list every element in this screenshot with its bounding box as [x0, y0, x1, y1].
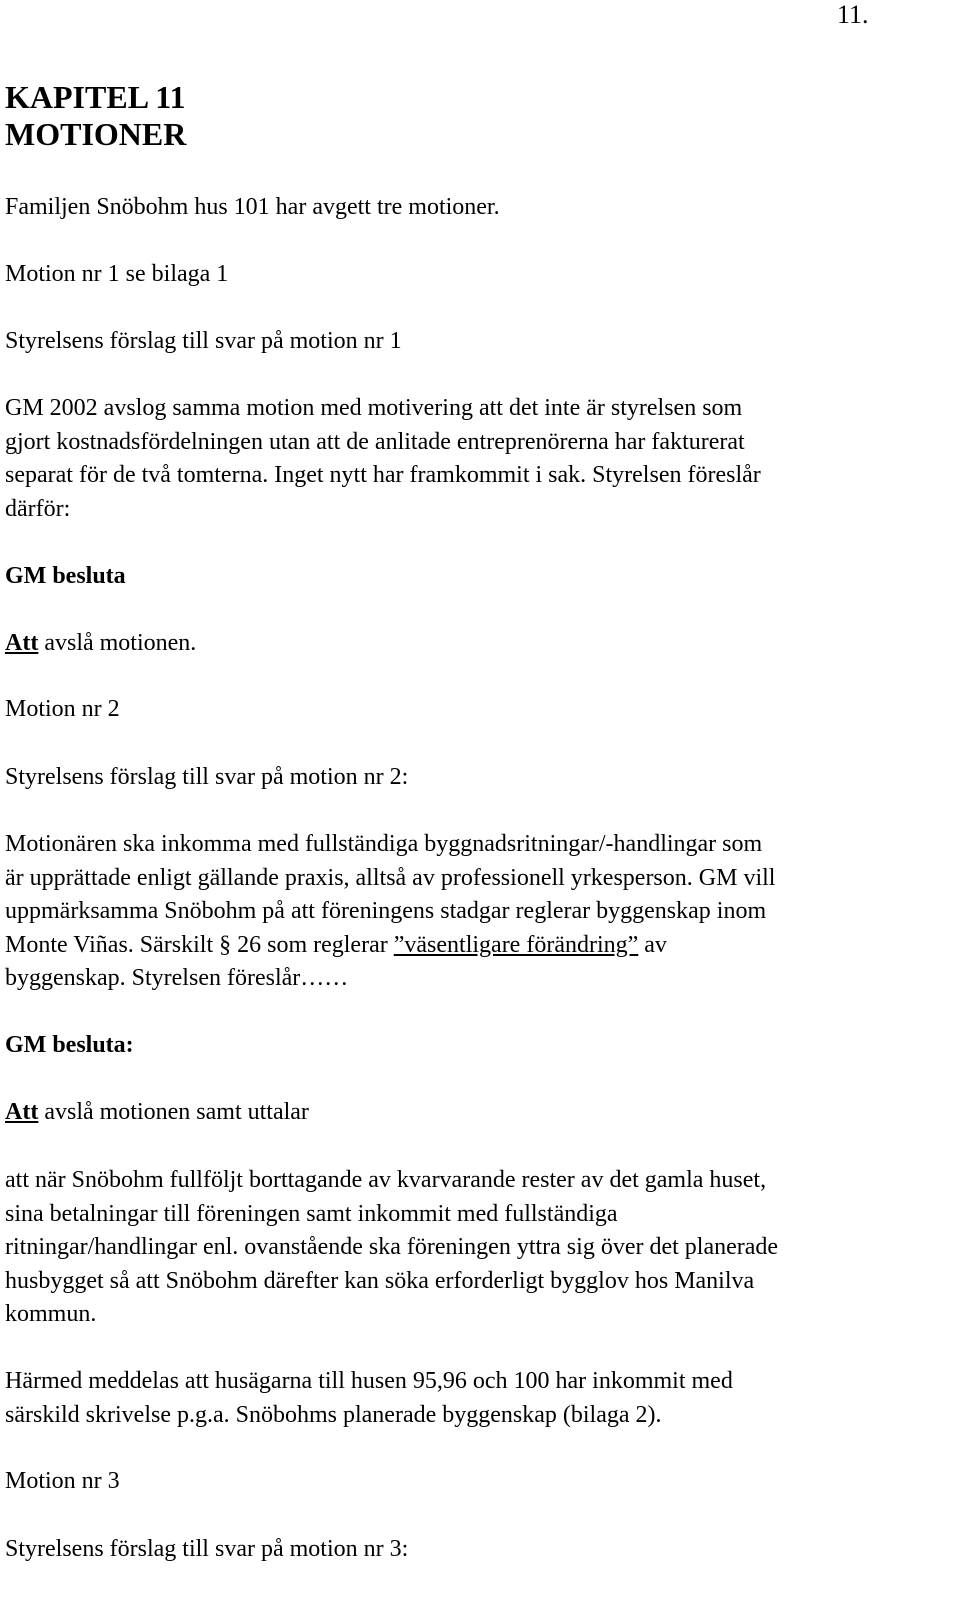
text-line: GM 2002 avslog samma motion med motivering att det inte är styrelsen som	[5, 395, 743, 421]
decision-text: avslå motionen samt uttalar	[38, 1099, 309, 1125]
motion2-decision	[5, 1096, 309, 1130]
text-line: därför:	[5, 495, 71, 522]
motion2-title: Motion nr 2	[5, 696, 120, 722]
text-line	[5, 929, 950, 963]
decision-att: Att	[5, 630, 39, 656]
text-line: husbygget så att Snöbohm därefter kan söka erforderligt bygglov hos Manilva	[5, 1267, 755, 1294]
page-number: 11.	[837, 0, 869, 29]
chapter-heading	[5, 79, 186, 153]
underlined-quote: ”väsentligare förändring”	[393, 931, 639, 958]
motion1-board-heading: Styrelsens förslag till svar på motion nr 1	[5, 328, 402, 354]
text-line: kommun.	[5, 1301, 97, 1327]
text-line: uppmärksamma Snöbohm på att föreningens stadgar reglerar byggenskap inom	[5, 898, 767, 924]
motion1-decision-heading: GM besluta	[5, 563, 126, 589]
decision-text: avslå motionen.	[38, 630, 197, 656]
text-line: ritningar/handlingar enl. ovanstående ska föreningen yttra sig över det planerade	[5, 1234, 779, 1260]
motion1-title: Motion nr 1 se bilaga 1	[5, 261, 229, 287]
text-line: Härmed meddelas att husägarna till husen 95,96 och 100 har inkommit med	[5, 1368, 733, 1394]
motion2-decision-heading: GM besluta:	[5, 1032, 134, 1058]
motion3-title: Motion nr 3	[5, 1468, 120, 1494]
text-segment: Monte Viñas. Särskilt § 26 som reglerar	[5, 931, 394, 958]
text-line: särskild skrivelse p.g.a. Snöbohms planerade byggenskap (bilaga 2).	[5, 1401, 662, 1428]
text-line: Motionären ska inkomma med fullständiga byggnadsritningar/-handlingar som	[5, 831, 763, 857]
text-line: byggenskap. Styrelsen föreslår……	[5, 965, 349, 991]
text-line: separat för de två tomterna. Inget nytt har framkommit i sak. Styrelsen föreslår	[5, 462, 761, 488]
motion2-text	[5, 828, 950, 996]
motion1-decision	[5, 627, 196, 661]
text-line: gjort kostnadsfördelningen utan att de anlitade entreprenörerna har fakturerat	[5, 428, 745, 455]
motion3-board-heading: Styrelsens förslag till svar på motion nr 3:	[5, 1536, 409, 1562]
chapter-number: KAPITEL 11	[5, 79, 186, 115]
chapter-title: MOTIONER	[5, 116, 187, 152]
motion1-text	[5, 392, 950, 526]
motion2-board-heading: Styrelsens förslag till svar på motion nr 2:	[5, 764, 409, 790]
text-segment: av	[638, 931, 667, 958]
decision-att: Att	[5, 1099, 39, 1125]
text-line: är upprättade enligt gällande praxis, alltså av professionell yrkesperson. GM vill	[5, 864, 776, 891]
motion2-followup	[5, 1164, 950, 1332]
text-line: sina betalningar till föreningen samt inkommit med fullständiga	[5, 1200, 618, 1227]
motion2-notice	[5, 1365, 950, 1432]
intro-text: Familjen Snöbohm hus 101 har avgett tre motioner.	[5, 194, 500, 220]
text-line: att när Snöbohm fullföljt borttagande av kvarvarande rester av det gamla huset,	[5, 1167, 767, 1193]
